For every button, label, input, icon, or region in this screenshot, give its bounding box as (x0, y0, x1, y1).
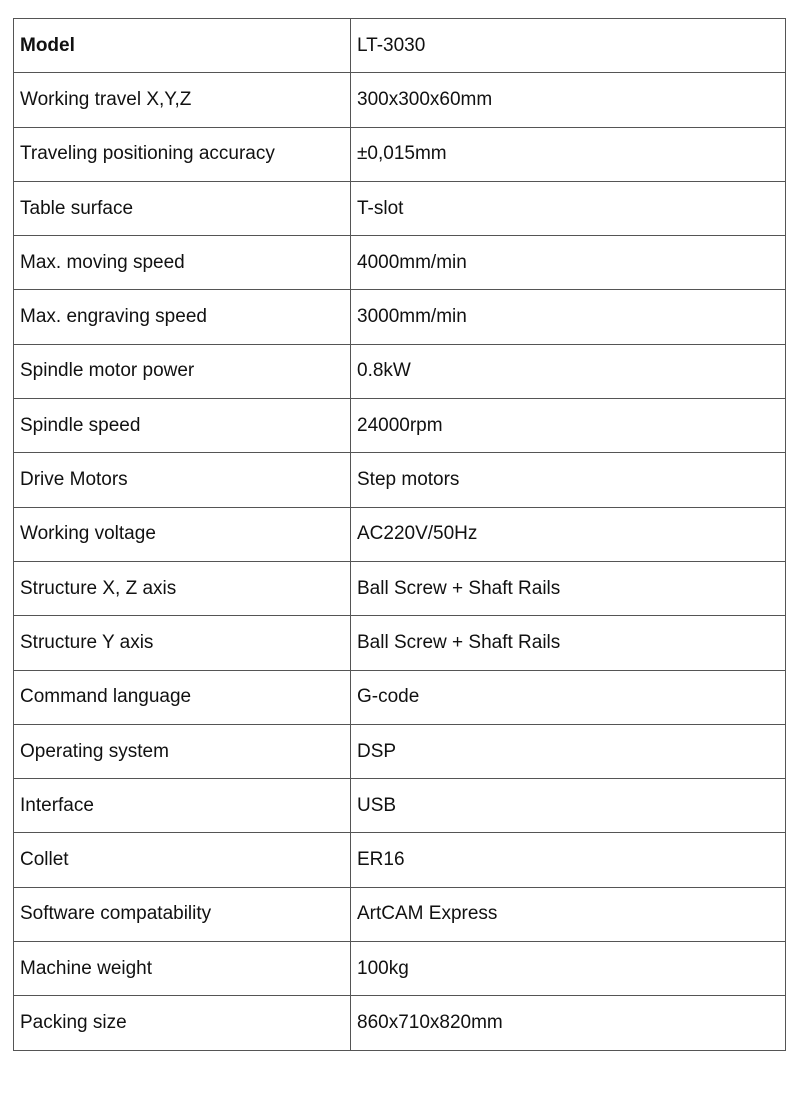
param-cell: Spindle speed (14, 399, 351, 453)
value-cell: 100kg (351, 942, 786, 996)
param-cell: Max. engraving speed (14, 290, 351, 344)
table-row (14, 236, 786, 290)
table-row (14, 670, 786, 724)
param-cell: Working travel X,Y,Z (14, 73, 351, 127)
value-cell: AC220V/50Hz (351, 507, 786, 561)
value-cell: ER16 (351, 833, 786, 887)
param-cell: Interface (14, 779, 351, 833)
table-row (14, 887, 786, 941)
value-cell: ±0,015mm (351, 127, 786, 181)
value-cell: 860x710x820mm (351, 996, 786, 1050)
param-cell: Traveling positioning accuracy (14, 127, 351, 181)
table-row (14, 127, 786, 181)
value-cell: Ball Screw + Shaft Rails (351, 616, 786, 670)
param-cell: Model (14, 19, 351, 73)
param-cell: Machine weight (14, 942, 351, 996)
param-cell: Spindle motor power (14, 344, 351, 398)
value-cell: 4000mm/min (351, 236, 786, 290)
table-row (14, 616, 786, 670)
spec-table (13, 18, 786, 1051)
table-row (14, 942, 786, 996)
value-cell: Step motors (351, 453, 786, 507)
value-cell: USB (351, 779, 786, 833)
table-row (14, 779, 786, 833)
param-cell: Working voltage (14, 507, 351, 561)
value-cell: Ball Screw + Shaft Rails (351, 561, 786, 615)
value-cell: 24000rpm (351, 399, 786, 453)
value-cell: ArtCAM Express (351, 887, 786, 941)
param-cell: Structure Y axis (14, 616, 351, 670)
param-cell: Operating system (14, 724, 351, 778)
table-row (14, 181, 786, 235)
spec-table-body (14, 19, 786, 1051)
param-cell: Max. moving speed (14, 236, 351, 290)
table-row (14, 561, 786, 615)
table-row (14, 724, 786, 778)
table-row (14, 73, 786, 127)
table-row (14, 453, 786, 507)
table-row (14, 833, 786, 887)
param-cell: Structure X, Z axis (14, 561, 351, 615)
param-cell: Software compatability (14, 887, 351, 941)
value-cell: DSP (351, 724, 786, 778)
table-row (14, 996, 786, 1050)
table-row-model (14, 19, 786, 73)
param-cell: Drive Motors (14, 453, 351, 507)
table-row (14, 344, 786, 398)
param-cell: Command language (14, 670, 351, 724)
value-cell: 0.8kW (351, 344, 786, 398)
value-cell: T-slot (351, 181, 786, 235)
value-cell: 3000mm/min (351, 290, 786, 344)
value-cell: G-code (351, 670, 786, 724)
param-cell: Packing size (14, 996, 351, 1050)
param-cell: Table surface (14, 181, 351, 235)
table-row (14, 290, 786, 344)
param-cell: Collet (14, 833, 351, 887)
value-cell: 300x300x60mm (351, 73, 786, 127)
table-row (14, 507, 786, 561)
value-cell: LT-3030 (351, 19, 786, 73)
table-row (14, 399, 786, 453)
